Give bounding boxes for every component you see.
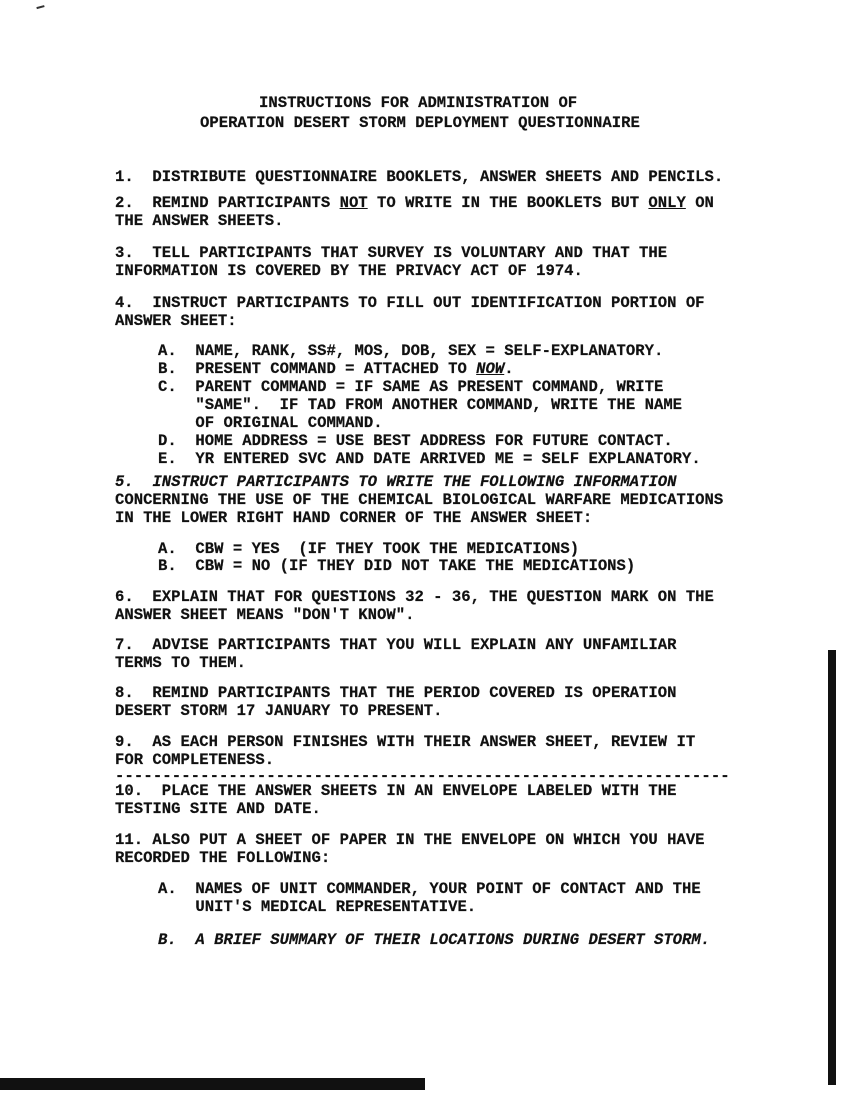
item-1: 1. DISTRIBUTE QUESTIONNAIRE BOOKLETS, ANSWER SHEETS AND PENCILS. xyxy=(115,168,724,186)
item-11-line-1: 11. ALSO PUT A SHEET OF PAPER IN THE ENVELOPE ON WHICH YOU HAVE xyxy=(115,831,705,849)
item-7-line-2: TERMS TO THEM. xyxy=(115,654,247,672)
item-9-line-2: FOR COMPLETENESS. xyxy=(115,751,275,769)
item-7-line-1: 7. ADVISE PARTICIPANTS THAT YOU WILL EXPLAIN ANY UNFAMILIAR xyxy=(115,636,677,654)
item-5-line-1: 5. INSTRUCT PARTICIPANTS TO WRITE THE FOLLOWING INFORMATION xyxy=(115,473,677,491)
item-6-line-1: 6. EXPLAIN THAT FOR QUESTIONS 32 - 36, THE QUESTION MARK ON THE xyxy=(115,588,714,606)
item-5b: B. CBW = NO (IF THEY DID NOT TAKE THE MEDICATIONS) xyxy=(158,557,636,575)
item-9-line-1: 9. AS EACH PERSON FINISHES WITH THEIR ANSWER SHEET, REVIEW IT xyxy=(115,733,696,751)
item-11a-line-2: UNIT'S MEDICAL REPRESENTATIVE. xyxy=(158,898,477,916)
item-4c-line-3: OF ORIGINAL COMMAND. xyxy=(158,414,383,432)
item-11a-line-1: A. NAMES OF UNIT COMMANDER, YOUR POINT OF CONTACT AND THE xyxy=(158,880,701,898)
item-6-line-2: ANSWER SHEET MEANS "DON'T KNOW". xyxy=(115,606,415,624)
scan-edge-bar-right xyxy=(828,650,836,1085)
title-line-1: INSTRUCTIONS FOR ADMINISTRATION OF xyxy=(259,94,578,112)
scan-mark xyxy=(36,5,45,13)
title-line-2: OPERATION DESERT STORM DEPLOYMENT QUESTIONNAIRE xyxy=(200,114,640,132)
item-8-line-1: 8. REMIND PARTICIPANTS THAT THE PERIOD COVERED IS OPERATION xyxy=(115,684,677,702)
item-4d: D. HOME ADDRESS = USE BEST ADDRESS FOR FUTURE CONTACT. xyxy=(158,432,673,450)
item-5-line-2: CONCERNING THE USE OF THE CHEMICAL BIOLOGICAL WARFARE MEDICATIONS xyxy=(115,491,724,509)
item-4a: A. NAME, RANK, SS#, MOS, DOB, SEX = SELF-EXPLANATORY. xyxy=(158,342,664,360)
item-3-line-1: 3. TELL PARTICIPANTS THAT SURVEY IS VOLUNTARY AND THAT THE xyxy=(115,244,668,262)
item-3-line-2: INFORMATION IS COVERED BY THE PRIVACY ACT OF 1974. xyxy=(115,262,583,280)
item-2-line-2: THE ANSWER SHEETS. xyxy=(115,212,284,230)
scan-edge-bar-bottom xyxy=(0,1078,425,1090)
item-2-line-1: 2. REMIND PARTICIPANTS NOT TO WRITE IN THE BOOKLETS BUT ONLY ON xyxy=(115,194,714,212)
item-8-line-2: DESERT STORM 17 JANUARY TO PRESENT. xyxy=(115,702,443,720)
dashed-divider: ----------------------------------------------------------------- xyxy=(115,767,730,785)
item-4b: B. PRESENT COMMAND = ATTACHED TO NOW. xyxy=(158,360,514,378)
item-5-line-3: IN THE LOWER RIGHT HAND CORNER OF THE ANSWER SHEET: xyxy=(115,509,593,527)
item-11-line-2: RECORDED THE FOLLOWING: xyxy=(115,849,331,867)
item-10-line-1: 10. PLACE THE ANSWER SHEETS IN AN ENVELOPE LABELED WITH THE xyxy=(115,782,677,800)
item-4e: E. YR ENTERED SVC AND DATE ARRIVED ME = SELF EXPLANATORY. xyxy=(158,450,701,468)
item-4c-line-1: C. PARENT COMMAND = IF SAME AS PRESENT COMMAND, WRITE xyxy=(158,378,664,396)
item-11b: B. A BRIEF SUMMARY OF THEIR LOCATIONS DURING DESERT STORM. xyxy=(158,931,711,949)
item-4-line-1: 4. INSTRUCT PARTICIPANTS TO FILL OUT IDENTIFICATION PORTION OF xyxy=(115,294,705,312)
item-4c-line-2: "SAME". IF TAD FROM ANOTHER COMMAND, WRITE THE NAME xyxy=(158,396,683,414)
item-10-line-2: TESTING SITE AND DATE. xyxy=(115,800,321,818)
item-5a: A. CBW = YES (IF THEY TOOK THE MEDICATIONS) xyxy=(158,540,580,558)
item-4-line-2: ANSWER SHEET: xyxy=(115,312,237,330)
